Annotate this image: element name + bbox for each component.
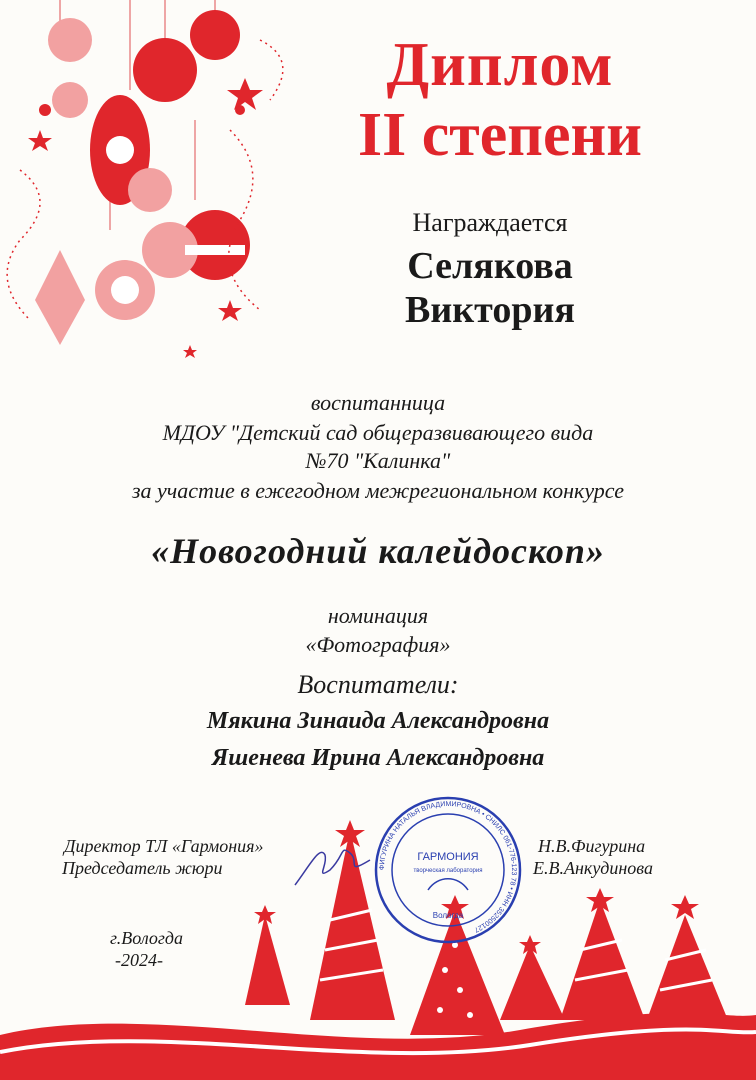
christmas-ornaments-decoration	[0, 0, 300, 370]
awarded-label: Награждается	[412, 208, 568, 237]
diploma-degree: II степени	[358, 101, 642, 169]
organization-line2: №70 "Калинка"	[305, 448, 451, 473]
nomination-label: номинация	[327, 603, 429, 628]
svg-text:творческая лаборатория: творческая лаборатория	[413, 868, 483, 874]
jury-chair-name: Е.В.Анкудинова	[533, 858, 653, 878]
teachers-label: Воспитатели:	[297, 670, 459, 699]
svg-text:Вологда: Вологда	[432, 911, 464, 920]
recipient-surname: Селякова	[407, 245, 573, 287]
organization-line1: МДОУ "Детский сад общеразвивающего вида	[162, 420, 594, 445]
jury-chair-label: Председатель жюри	[62, 858, 223, 878]
svg-text:ФИГУРИНА НАТАЛЬЯ ВЛАДИМИРОВНА: ФИГУРИНА НАТАЛЬЯ ВЛАДИМИРОВНА • СНИЛС 061-776-123 78 • ИНН 352500127	[378, 800, 518, 934]
pupil-label: воспитанница	[310, 390, 446, 415]
year: -2024-	[115, 950, 163, 970]
recipient-first-name: Виктория	[405, 289, 575, 331]
contest-name: «Новогодний калейдоскоп»	[151, 531, 605, 571]
teacher-name: Мякина Зинаида Александровна	[206, 708, 550, 734]
svg-text:ГАРМОНИЯ: ГАРМОНИЯ	[417, 851, 479, 863]
participation-text: за участие в ежегодном межрегиональном конкурсе	[131, 478, 625, 503]
nomination-value: «Фотография»	[305, 632, 451, 657]
diploma-title: Диплом	[386, 31, 614, 99]
organization-stamp	[368, 790, 528, 950]
signature-image	[290, 835, 380, 895]
teacher-name: Яшенева Ирина Александровна	[211, 745, 545, 771]
city: г.Вологда	[110, 928, 184, 948]
director-label: Директор ТЛ «Гармония»	[64, 836, 264, 856]
director-name: Н.В.Фигурина	[538, 836, 646, 856]
